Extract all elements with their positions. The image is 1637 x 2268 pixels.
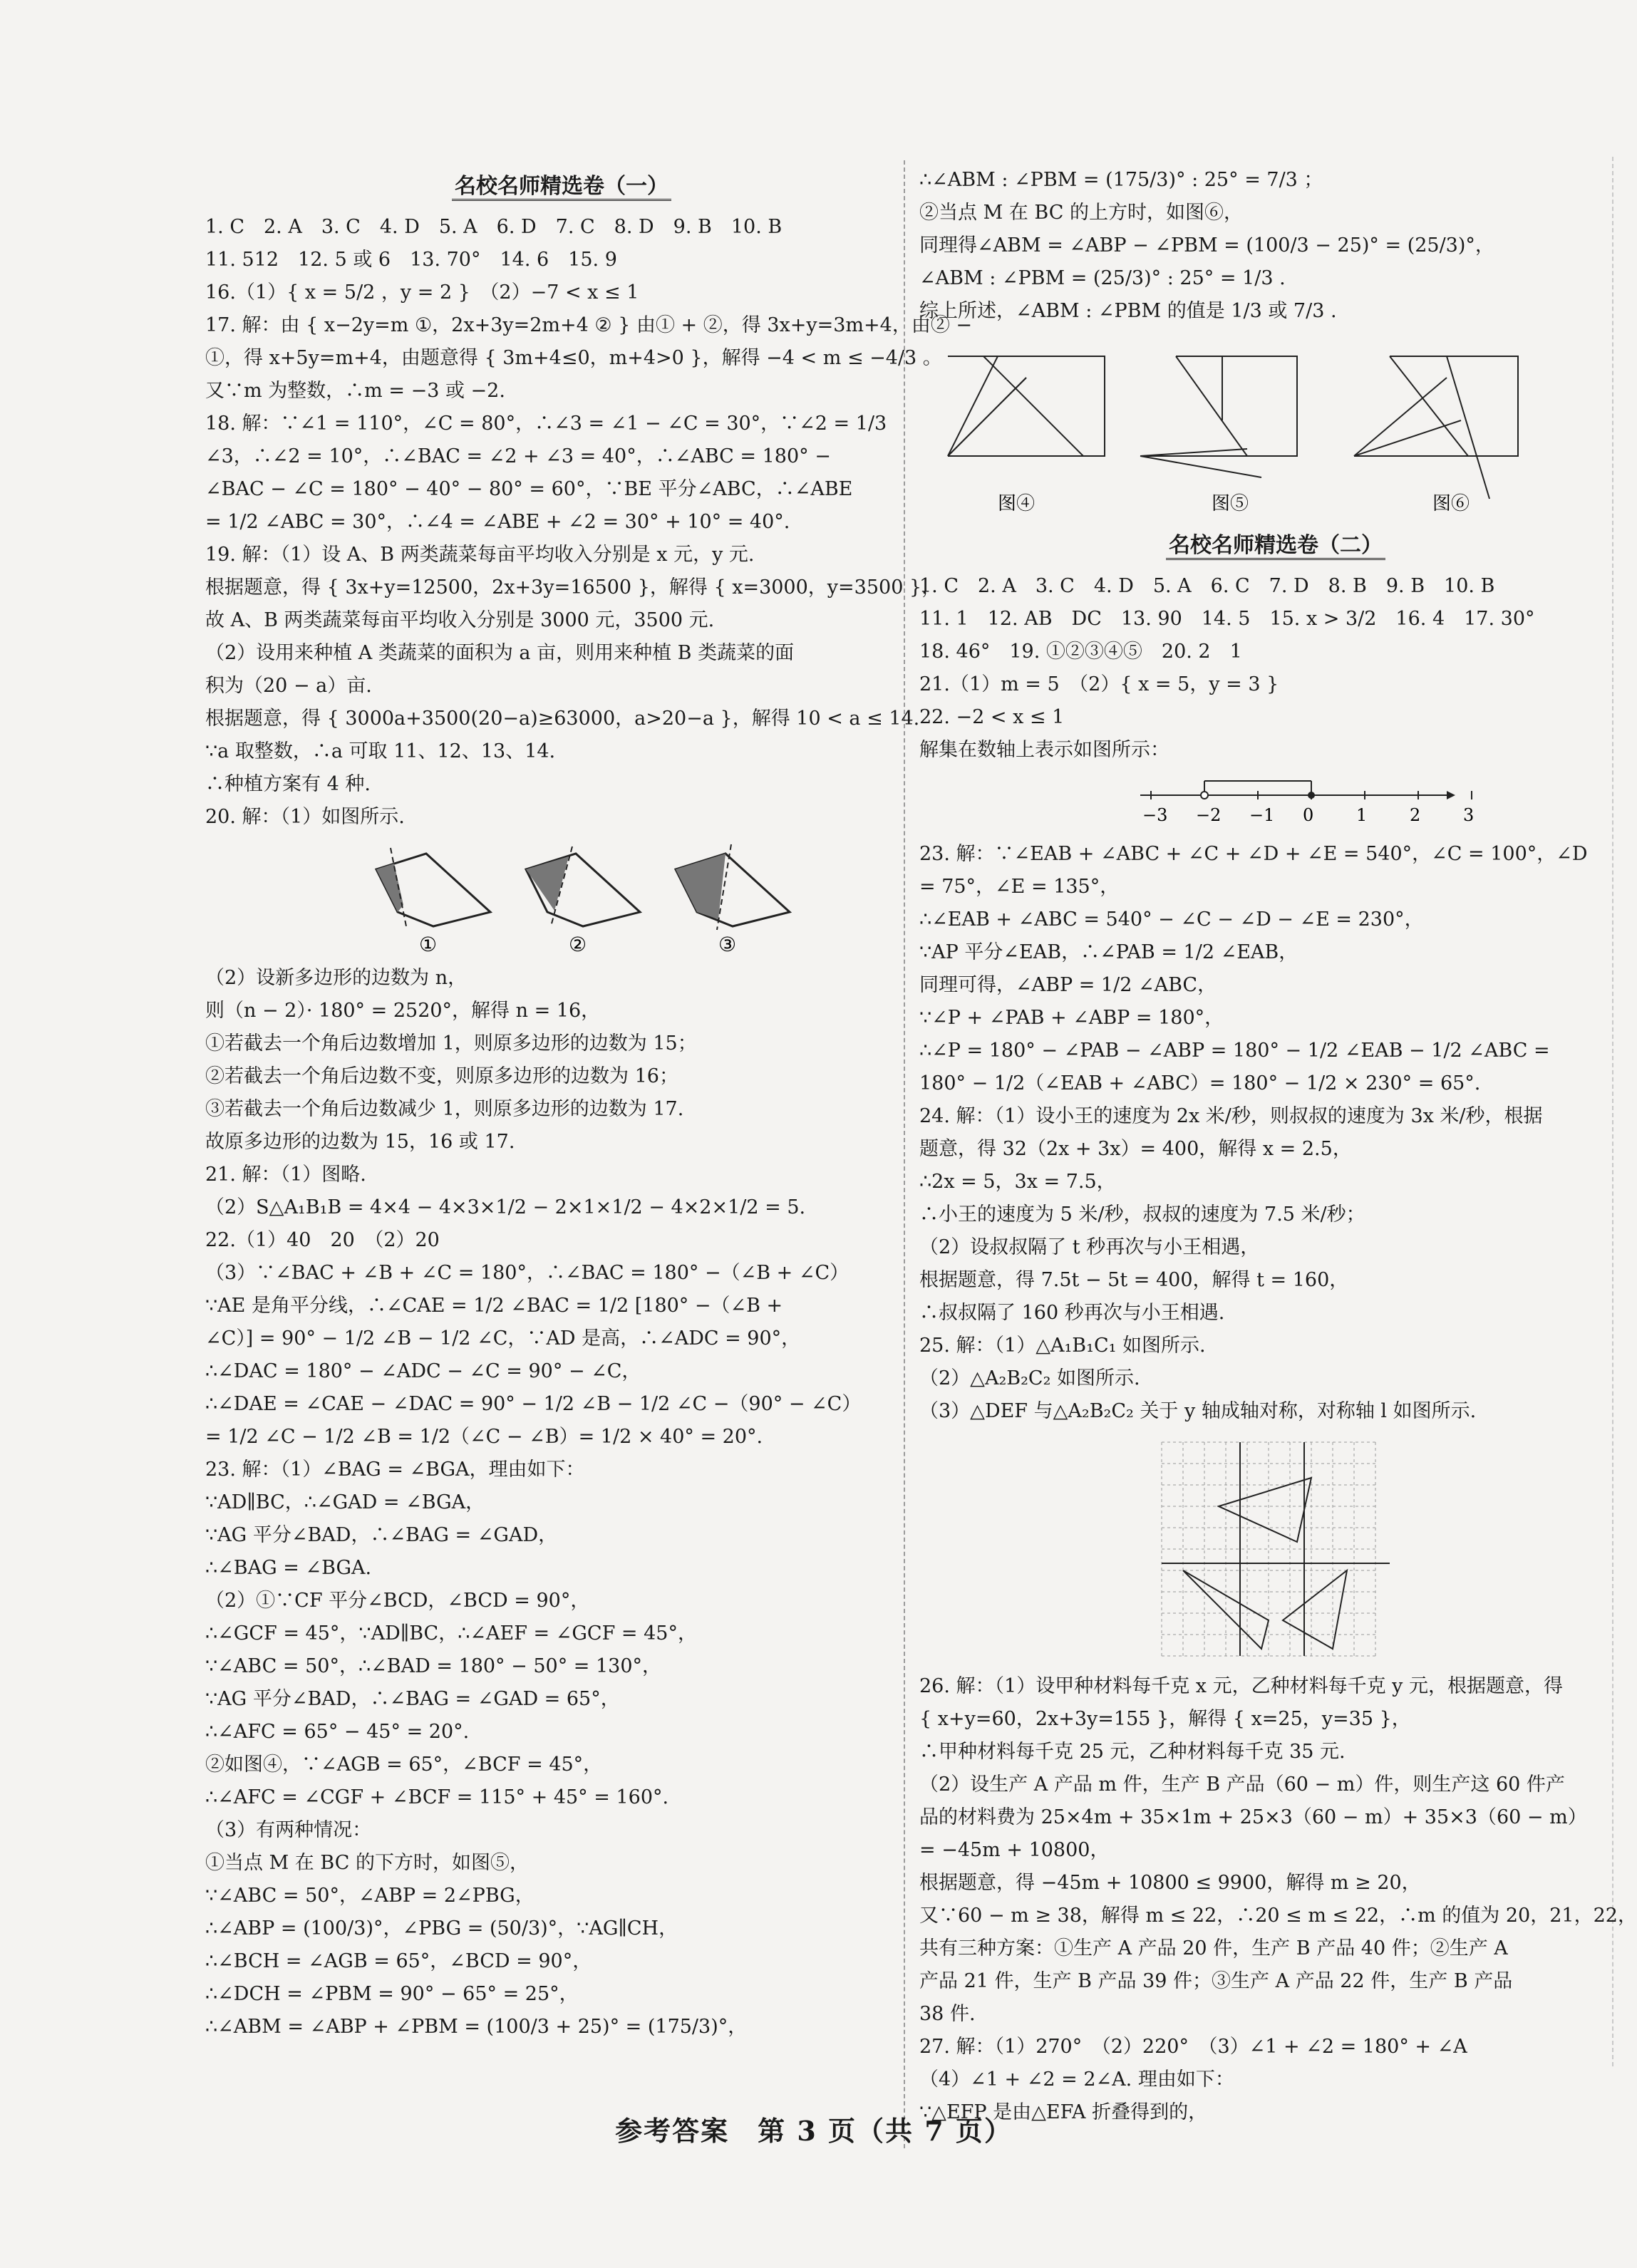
exam-title-2: 名校名师精选卷（二）: [919, 527, 1632, 559]
answer-line: 又∵m 为整数，∴m = −3 或 −2.: [205, 380, 505, 402]
answer-line: （3）有两种情况：: [205, 1819, 372, 1841]
answer-line: ∴种植方案有 4 种.: [205, 773, 371, 795]
answer-line: 18. 解：∵∠1 = 110°，∠C = 80°，∴∠3 = ∠1 − ∠C = 30°，∵∠2 = 1/3: [205, 413, 887, 435]
answer-line: 18. 46° 19. ①②③④⑤ 20. 2 1: [919, 641, 1242, 663]
figure-5-label: 图⑤: [1212, 493, 1249, 514]
answer-line: 品的材料费为 25×4m + 35×1m + 25×3（60 − m）+ 35×3（60 − m）: [919, 1806, 1587, 1828]
answer-line: ∴∠P = 180° − ∠PAB − ∠ABP = 180° − 1/2 ∠EAB − 1/2 ∠ABC =: [919, 1040, 1550, 1062]
answer-line: ∵∠ABC = 50°，∠ABP = 2∠PBG，: [205, 1885, 535, 1907]
figure-6: [1354, 356, 1518, 499]
number-line-tick-label: 3: [1463, 805, 1475, 825]
page-footer: 参考答案 第 3 页（共 7 页）: [615, 2115, 1013, 2147]
answer-line: 20. 解：（1）如图所示.: [205, 806, 405, 828]
answer-line: （3）△DEF 与△A₂B₂C₂ 关于 y 轴成轴对称，对称轴 l 如图所示.: [919, 1400, 1477, 1422]
polygon-label-2: ②: [569, 933, 587, 956]
number-line: [1133, 774, 1475, 831]
exam-title-1: 名校名师精选卷（一）: [205, 168, 918, 200]
answer-line: 1. C 2. A 3. C 4. D 5. A 6. C 7. D 8. B 9. B 10. B: [919, 575, 1495, 597]
answer-line: = −45m + 10800，: [919, 1839, 1110, 1861]
polygon-cut-figures: [348, 841, 889, 955]
answer-line: 24. 解：（1）设小王的速度为 2x 米/秒，则叔叔的速度为 3x 米/秒，根据: [919, 1105, 1543, 1127]
answer-line: （2）设新多边形的边数为 n，: [205, 967, 468, 989]
answer-line: 根据题意，得 7.5t − 5t = 400，解得 t = 160，: [919, 1269, 1349, 1291]
polygon-figure-3: [676, 844, 790, 930]
answer-line: 17. 解：由 { x−2y=m ①，2x+3y=2m+4 ② } 由① + ②，得 3x+y=3m+4，由② −: [205, 314, 973, 336]
answer-line: ①若截去一个角后边数增加 1，则原多边形的边数为 15；: [205, 1032, 697, 1055]
answer-line: 21. 解：（1）图略.: [205, 1164, 366, 1186]
answer-line: ∴∠EAB + ∠ABC = 540° − ∠C − ∠D − ∠E = 230°，: [919, 908, 1424, 931]
answer-line: （2）设用来种植 A 类蔬菜的面积为 a 亩，则用来种植 B 类蔬菜的面: [205, 642, 795, 664]
answer-line: ∴∠DAC = 180° − ∠ADC − ∠C = 90° − ∠C，: [205, 1360, 641, 1382]
answer-line: ∴∠GCF = 45°，∵AD∥BC，∴∠AEF = ∠GCF = 45°，: [205, 1622, 697, 1645]
number-line-tick-label: 1: [1356, 805, 1368, 825]
answer-line: ∠C）] = 90° − 1/2 ∠B − 1/2 ∠C，∵AD 是高，∴∠ADC = 90°，: [205, 1327, 801, 1350]
answer-line: ∵AG 平分∠BAD，∴∠BAG = ∠GAD，: [205, 1524, 558, 1546]
answer-line: ∴∠ABM = ∠ABP + ∠PBM = (100/3 + 25)° = (175/3)°，: [205, 2016, 748, 2038]
polygon-figure-2: [526, 846, 640, 926]
answer-line: ∴2x = 5，3x = 7.5，: [919, 1171, 1116, 1193]
right-answers-part1: [919, 164, 1632, 328]
answer-line: 又∵60 − m ≥ 38，解得 m ≤ 22，∴20 ≤ m ≤ 22，∴m 的值为 20，21，22，: [919, 1905, 1637, 1927]
right-answers-part4: [919, 1670, 1637, 2129]
answer-line: ∵AG 平分∠BAD，∴∠BAG = ∠GAD = 65°，: [205, 1688, 620, 1710]
answer-line: ∠ABM : ∠PBM = (25/3)° : 25° = 1/3 .: [919, 267, 1286, 289]
answer-line: 同理可得，∠ABP = 1/2 ∠ABC，: [919, 974, 1217, 996]
answer-line: ∠3，∴∠2 = 10°，∴∠BAC = ∠2 + ∠3 = 40°，∴∠ABC = 180° −: [205, 445, 831, 467]
answer-line: 22. −2 < x ≤ 1: [919, 706, 1065, 728]
answer-line: ∴甲种材料每千克 25 元，乙种材料每千克 35 元.: [919, 1741, 1346, 1763]
figure-4-label: 图④: [998, 493, 1036, 514]
answer-line: ∵AD∥BC，∴∠GAD = ∠BGA，: [205, 1491, 485, 1513]
answer-line: 19. 解：（1）设 A、B 两类蔬菜每亩平均收入分别是 x 元，y 元.: [205, 544, 755, 566]
answer-line: 11. 512 12. 5 或 6 13. 70° 14. 6 15. 9: [205, 249, 617, 271]
answer-line: ∴∠BAG = ∠BGA.: [205, 1557, 372, 1579]
answer-line: 故原多边形的边数为 15，16 或 17.: [205, 1131, 515, 1153]
coordinate-grid-figure: [1155, 1435, 1397, 1663]
answer-line: ∵AP 平分∠EAB，∴∠PAB = 1/2 ∠EAB，: [919, 941, 1298, 963]
answer-line: 产品 21 件，生产 B 产品 39 件；③生产 A 产品 22 件，生产 B 产品: [919, 1970, 1513, 1992]
number-line-tick-label: −1: [1249, 805, 1275, 825]
answer-line: 根据题意，得 { 3000a+3500(20−a)≥63000，a>20−a }，解得 10 < a ≤ 14.: [205, 708, 920, 730]
answer-line: ∴∠DAE = ∠CAE − ∠DAC = 90° − 1/2 ∠B − 1/2 ∠C −（90° − ∠C）: [205, 1393, 862, 1415]
answer-line: 共有三种方案：①生产 A 产品 20 件，生产 B 产品 40 件；②生产 A: [919, 1937, 1508, 1959]
answer-line: 综上所述，∠ABM : ∠PBM 的值是 1/3 或 7/3 .: [919, 300, 1337, 322]
answer-line: （2）设生产 A 产品 m 件，生产 B 产品（60 − m）件，则生产这 60 件产: [919, 1774, 1565, 1796]
answer-line: ①，得 x+5y=m+4，由题意得 { 3m+4≤0，m+4>0 }，解得 −4 < m ≤ −4/3 。: [205, 347, 942, 369]
answer-line: 根据题意，得 −45m + 10800 ≤ 9900，解得 m ≥ 20，: [919, 1872, 1421, 1894]
polygon-label-3: ③: [718, 933, 737, 956]
polygon-figure-1: [376, 848, 490, 926]
answer-line: ②若截去一个角后边数不变，则原多边形的边数为 16；: [205, 1065, 678, 1087]
answer-line: （2）△A₂B₂C₂ 如图所示.: [919, 1367, 1140, 1389]
answer-line: = 1/2 ∠C − 1/2 ∠B = 1/2（∠C − ∠B）= 1/2 × 40° = 20°.: [205, 1426, 763, 1448]
answer-line: 22.（1）40 20 （2）20: [205, 1229, 440, 1251]
answer-line: 则（n − 2）· 180° = 2520°，解得 n = 16，: [205, 1000, 601, 1022]
answer-line: ∴叔叔隔了 160 秒再次与小王相遇.: [919, 1302, 1225, 1324]
number-line-tick-label: 0: [1303, 805, 1314, 825]
answer-line: 25. 解：（1）△A₁B₁C₁ 如图所示.: [919, 1335, 1206, 1357]
answer-line: 解集在数轴上表示如图所示：: [919, 739, 1169, 761]
answer-line: （4）∠1 + ∠2 = 2∠A. 理由如下：: [919, 2068, 1234, 2091]
answer-line: ∴小王的速度为 5 米/秒，叔叔的速度为 7.5 米/秒；: [919, 1203, 1365, 1226]
answer-line: ∵AE 是角平分线，∴∠CAE = 1/2 ∠BAC = 1/2 [180° −（∠B +: [205, 1295, 783, 1317]
figure-5: [1140, 356, 1297, 477]
answer-line: 27. 解：（1）270° （2）220° （3）∠1 + ∠2 = 180° + ∠A: [919, 2036, 1467, 2058]
answer-line: ∴∠AFC = 65° − 45° = 20°.: [205, 1721, 470, 1743]
answer-line: = 1/2 ∠ABC = 30°，∴∠4 = ∠ABE + ∠2 = 30° + 10° = 40°.: [205, 511, 790, 533]
answer-line: 题意，得 32（2x + 3x）= 400，解得 x = 2.5，: [919, 1138, 1352, 1160]
answer-line: ∴∠AFC = ∠CGF + ∠BCF = 115° + 45° = 160°.: [205, 1786, 669, 1808]
answer-line: 26. 解：（1）设甲种材料每千克 x 元，乙种材料每千克 y 元，根据题意，得: [919, 1675, 1564, 1697]
answer-line: （2）S△A₁B₁B = 4×4 − 4×3×1/2 − 2×1×1/2 − 4×2×1/2 = 5.: [205, 1196, 806, 1218]
answer-line: 同理得∠ABM = ∠ABP − ∠PBM = (100/3 − 25)° = (25/3)°，: [919, 234, 1494, 257]
answer-line: 23. 解：∵∠EAB + ∠ABC + ∠C + ∠D + ∠E = 540°，∠C = 100°，∠D: [919, 843, 1588, 865]
answer-line: ∠BAC − ∠C = 180° − 40° − 80° = 60°，∵BE 平分∠ABC，∴∠ABE: [205, 478, 853, 500]
answer-line: ③若截去一个角后边数减少 1，则原多边形的边数为 17.: [205, 1098, 684, 1120]
number-line-tick-label: −3: [1142, 805, 1168, 825]
figure-4: [948, 356, 1105, 456]
answer-line: { x+y=60，2x+3y=155 }，解得 { x=25，y=35 }，: [919, 1708, 1411, 1730]
figure-6-label: 图⑥: [1432, 493, 1470, 514]
answer-line: ∴∠DCH = ∠PBM = 90° − 65° = 25°，: [205, 1983, 579, 2005]
answer-line: ∵a 取整数，∴a 可取 11、12、13、14.: [205, 740, 556, 762]
answer-line: 38 件.: [919, 2003, 976, 2025]
answer-line: ∵∠ABC = 50°，∴∠BAD = 180° − 50° = 130°，: [205, 1655, 662, 1677]
answer-line: 1. C 2. A 3. C 4. D 5. A 6. D 7. C 8. D 9. B 10. B: [205, 216, 783, 238]
answer-line: 180° − 1/2（∠EAB + ∠ABC）= 180° − 1/2 × 230° = 65°.: [919, 1072, 1481, 1094]
answer-line: ②当点 M 在 BC 的上方时，如图⑥，: [919, 202, 1243, 224]
number-line-tick-label: −2: [1196, 805, 1222, 825]
answer-line: ∵△EFP 是由△EFA 折叠得到的，: [919, 2101, 1208, 2123]
answer-line: ∵∠P + ∠PAB + ∠ABP = 180°，: [919, 1007, 1224, 1029]
right-answers-part3: [919, 838, 1632, 1428]
number-line-tick-label: 2: [1410, 805, 1421, 825]
answer-line: ∴∠ABP = (100/3)°，∠PBG = (50/3)°，∵AG∥CH，: [205, 1917, 678, 1940]
left-answers-part1: [205, 211, 973, 834]
right-column: [919, 164, 1637, 2129]
answer-line: ①当点 M 在 BC 的下方时，如图⑤，: [205, 1852, 529, 1874]
geometry-figures-4-5-6: [919, 335, 1561, 520]
answer-line: 23. 解：（1）∠BAG = ∠BGA，理由如下：: [205, 1459, 585, 1481]
answer-line: 21.（1）m = 5 （2）{ x = 5，y = 3 }: [919, 673, 1279, 695]
answer-line: （3）∵∠BAC + ∠B + ∠C = 180°，∴∠BAC = 180° −（∠B + ∠C）: [205, 1262, 850, 1284]
answer-line: ②如图④，∵∠AGB = 65°，∠BCF = 45°，: [205, 1754, 603, 1776]
answer-line: ∴∠BCH = ∠AGB = 65°，∠BCD = 90°，: [205, 1950, 592, 1972]
answer-line: 故 A、B 两类蔬菜每亩平均收入分别是 3000 元，3500 元.: [205, 609, 715, 631]
answer-line: 积为（20 − a）亩.: [205, 675, 372, 697]
left-answers-part2: [205, 962, 918, 2044]
answer-line: 根据题意，得 { 3x+y=12500，2x+3y=16500 }，解得 { x=3000，y=3500 }，: [205, 576, 941, 599]
answer-line: （2）①∵CF 平分∠BCD，∠BCD = 90°，: [205, 1590, 590, 1612]
answer-line: （2）设叔叔隔了 t 秒再次与小王相遇，: [919, 1236, 1260, 1258]
answer-line: = 75°，∠E = 135°，: [919, 876, 1120, 898]
answer-line: 16.（1）{ x = 5/2 ，y = 2 } （2）−7 < x ≤ 1: [205, 281, 639, 304]
answer-line: 11. 1 12. AB DC 13. 90 14. 5 15. x > 3/2 16. 4 17. 30°: [919, 608, 1535, 630]
polygon-label-1: ①: [419, 933, 438, 956]
right-answers-part2: [919, 570, 1632, 767]
answer-line: ∴∠ABM : ∠PBM = (175/3)° : 25° = 7/3 ；: [919, 169, 1323, 191]
